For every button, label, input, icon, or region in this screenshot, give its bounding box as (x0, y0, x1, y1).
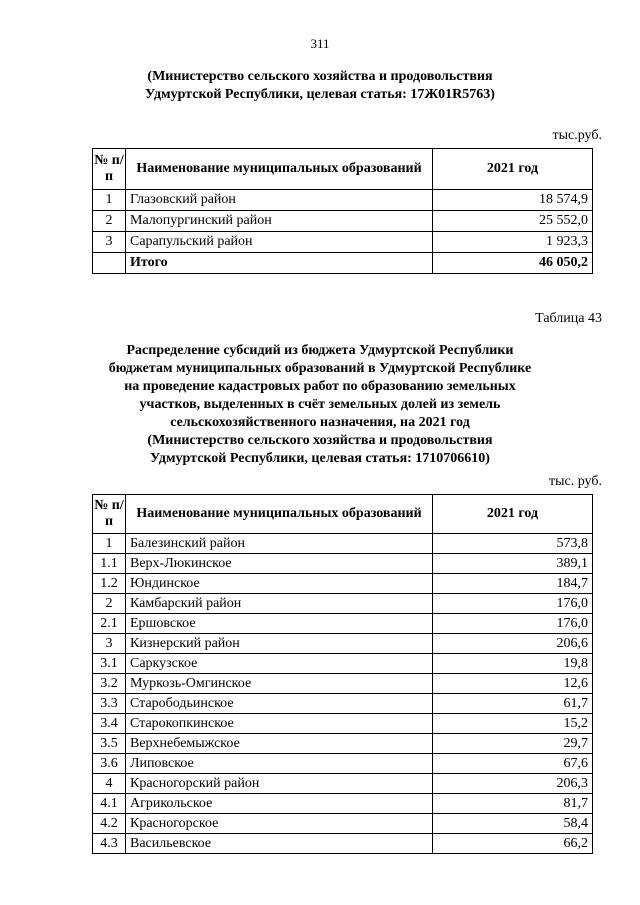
heading-line: сельскохозяйственного назначения, на 2021 год (170, 415, 470, 430)
row-name: Васильевское (126, 834, 433, 854)
header-num: № п/п (93, 149, 126, 190)
row-name: Агрикольское (126, 794, 433, 814)
row-name: Старокопкинское (126, 714, 433, 734)
header-year: 2021 год (433, 149, 593, 190)
row-num: 3.6 (93, 754, 126, 774)
row-name: Балезинский район (126, 534, 433, 554)
row-name: Юндинское (126, 574, 433, 594)
table-row (93, 714, 593, 734)
header-name: Наименование муниципальных образований (126, 149, 433, 190)
row-num: 2 (93, 211, 126, 232)
table-row (93, 534, 593, 554)
table-row (93, 594, 593, 614)
heading-line: Удмуртской Республики, целевая статья: 1710706610) (150, 451, 490, 466)
row-name: Липовское (126, 754, 433, 774)
table-row (93, 834, 593, 854)
row-num: 3.4 (93, 714, 126, 734)
row-value: 206,3 (433, 774, 593, 794)
row-name: Красногорский район (126, 774, 433, 794)
row-num: 1.1 (93, 554, 126, 574)
row-num: 4.3 (93, 834, 126, 854)
table-row (93, 694, 593, 714)
row-name: Ершовское (126, 614, 433, 634)
row-name: Сарапульский район (126, 232, 433, 253)
header-name: Наименование муниципальных образований (126, 495, 433, 534)
header-year: 2021 год (433, 495, 593, 534)
row-num: 2.1 (93, 614, 126, 634)
table-row (93, 574, 593, 594)
row-num: 4.1 (93, 794, 126, 814)
table-header-row (93, 495, 593, 534)
row-num: 1 (93, 534, 126, 554)
section1-unit: тыс.руб. (552, 128, 602, 143)
table-header-row (93, 149, 593, 190)
table-row (93, 190, 593, 211)
row-num: 4 (93, 774, 126, 794)
section1-table (92, 148, 593, 274)
row-value: 81,7 (433, 794, 593, 814)
row-value: 389,1 (433, 554, 593, 574)
table-row (93, 734, 593, 754)
table-row (93, 794, 593, 814)
section2-unit: тыс. руб. (549, 474, 602, 489)
row-value: 58,4 (433, 814, 593, 834)
total-label: Итого (126, 253, 433, 274)
row-num: 3 (93, 634, 126, 654)
section2-table (92, 494, 593, 854)
row-num: 3.5 (93, 734, 126, 754)
heading-line: (Министерство сельского хозяйства и продовольствия (147, 433, 493, 448)
table-label: Таблица 43 (535, 311, 602, 326)
heading-line: бюджетам муниципальных образований в Удмуртской Республике (108, 361, 532, 376)
row-value: 25 552,0 (433, 211, 593, 232)
row-num: 3.3 (93, 694, 126, 714)
table-row (93, 654, 593, 674)
row-value: 19,8 (433, 654, 593, 674)
row-value: 18 574,9 (433, 190, 593, 211)
row-num: 2 (93, 594, 126, 614)
row-value: 1 923,3 (433, 232, 593, 253)
table-row (93, 674, 593, 694)
row-value: 67,6 (433, 754, 593, 774)
row-value: 12,6 (433, 674, 593, 694)
heading-line: Удмуртской Республики, целевая статья: 17Ж01R5763) (145, 87, 495, 102)
row-name: Глазовский район (126, 190, 433, 211)
heading-line: (Министерство сельского хозяйства и продовольствия (147, 69, 493, 84)
section1-heading (0, 68, 640, 104)
row-value: 573,8 (433, 534, 593, 554)
row-name: Верх-Люкинское (126, 554, 433, 574)
row-value: 66,2 (433, 834, 593, 854)
row-num: 3.2 (93, 674, 126, 694)
table-row (93, 232, 593, 253)
table-row (93, 754, 593, 774)
row-name: Саркузское (126, 654, 433, 674)
row-name: Муркозь-Омгинское (126, 674, 433, 694)
heading-line: на проведение кадастровых работ по образованию земельных (124, 379, 516, 394)
row-name: Старободьинское (126, 694, 433, 714)
row-name: Красногорское (126, 814, 433, 834)
heading-line: Распределение субсидий из бюджета Удмуртской Республики (126, 343, 514, 358)
row-name: Верхнебемыжское (126, 734, 433, 754)
table-row (93, 554, 593, 574)
row-value: 176,0 (433, 594, 593, 614)
table-total-row (93, 253, 593, 274)
row-num: 1.2 (93, 574, 126, 594)
row-num: 1 (93, 190, 126, 211)
total-num (93, 253, 126, 274)
total-value: 46 050,2 (433, 253, 593, 274)
row-value: 15,2 (433, 714, 593, 734)
row-value: 61,7 (433, 694, 593, 714)
row-value: 206,6 (433, 634, 593, 654)
table-row (93, 814, 593, 834)
table-row (93, 634, 593, 654)
row-name: Камбарский район (126, 594, 433, 614)
header-num: № п/п (93, 495, 126, 534)
table-row (93, 614, 593, 634)
section2-heading (0, 342, 640, 468)
page-number: 311 (310, 36, 330, 51)
row-name: Малопургинский район (126, 211, 433, 232)
table-row (93, 211, 593, 232)
heading-line: участков, выделенных в счёт земельных долей из земель (139, 397, 501, 412)
table-row (93, 774, 593, 794)
row-value: 29,7 (433, 734, 593, 754)
row-num: 3.1 (93, 654, 126, 674)
row-name: Кизнерский район (126, 634, 433, 654)
row-num: 4.2 (93, 814, 126, 834)
row-value: 184,7 (433, 574, 593, 594)
row-num: 3 (93, 232, 126, 253)
row-value: 176,0 (433, 614, 593, 634)
